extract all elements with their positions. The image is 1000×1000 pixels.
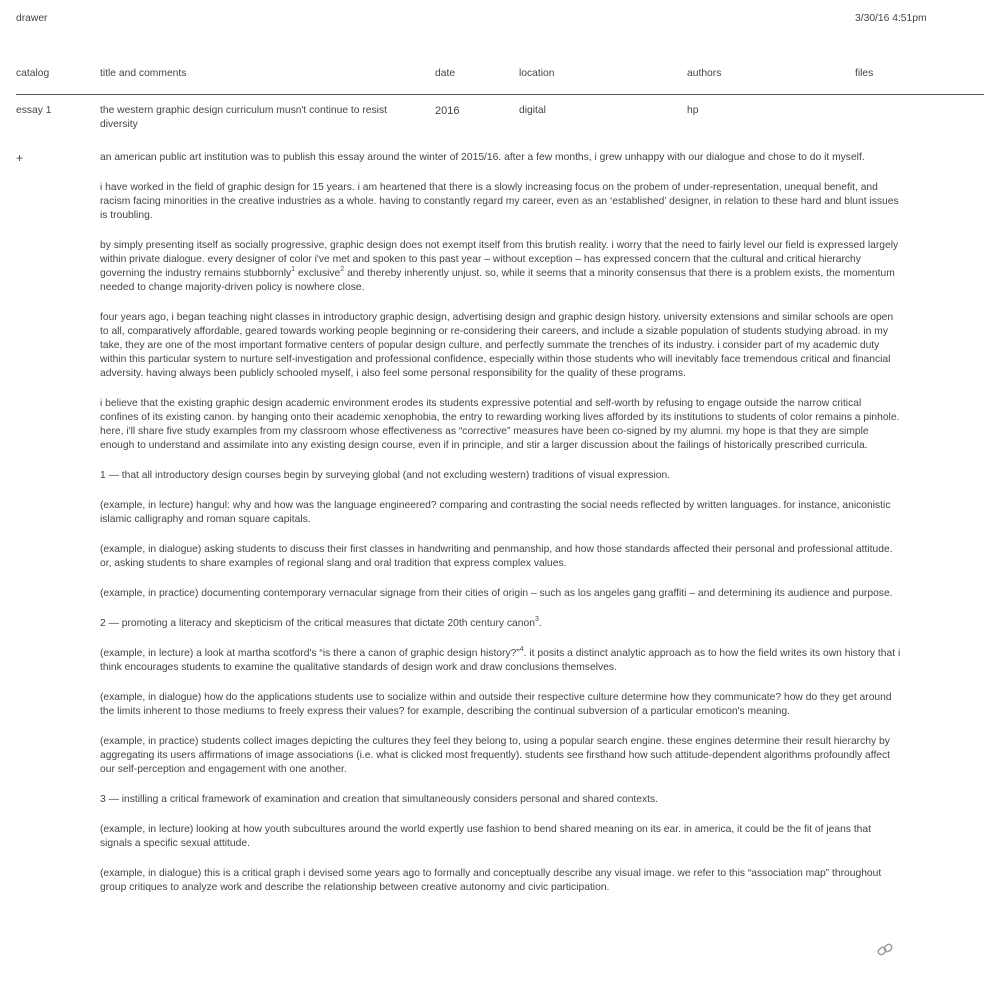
column-header-title[interactable]: title and comments <box>100 68 187 79</box>
section-heading: 1 — that all introductory design courses begin by surveying global (and not excluding western) traditions of visual expression. <box>100 470 671 481</box>
essay-intro: an american public art institution was to publish this essay around the winter of 2015/16. after a few months, i grew unhappy with our dialogue and chose to do it myself. <box>100 152 865 163</box>
example-paragraph: (example, in practice) documenting contemporary vernacular signage from their cities of origin – such as los angeles gang graffiti – and determining its audience and purpose. <box>100 588 893 599</box>
column-header-authors[interactable]: authors <box>687 68 722 79</box>
essay-paragraph <box>100 239 902 295</box>
essay-text: and thereby inherently unjust. so, while it seems that a minority consensus that there is a problem exists, the momentum needed to change majority-driven policy is nowhere close. <box>100 268 895 293</box>
section-heading: 3 — instilling a critical framework of examination and creation that simultaneously considers personal and shared contexts. <box>100 794 659 805</box>
site-title[interactable]: drawer <box>16 13 48 24</box>
essay-text: . it posits a distinct analytic approach as to how the field writes its own history that i think encourages students to examine the qualitative standards of design work and draw conclusions themselves. <box>100 648 901 673</box>
column-header-catalog[interactable]: catalog <box>16 68 50 79</box>
footnote-link[interactable]: 2 <box>340 266 345 273</box>
essay-paragraph: four years ago, i began teaching night classes in introductory graphic design, advertising design and graphic design history. university extensions and similar schools are open to all, comparatively affordable, geared towards working people beginning or re-considering their careers, and include a sizable population of students studying abroad. in my take, they are one of the most important formative centers of popular design culture, and perfectly summate the trenches of its industry. i consider part of my academic duty within this particular system to nurture self-investigation and professional confidence, especially within those students who will inevitably face tremendous critical and financial adversity. having always been publicly schooled myself, i also feel some personal responsibility for the quality of these programs. <box>100 312 894 379</box>
section-heading <box>100 617 902 631</box>
example-paragraph <box>100 647 902 675</box>
entry-date: 2016 <box>435 105 460 117</box>
example-paragraph: (example, in lecture) looking at how youth subcultures around the world expertly use fashion to bend shared meaning on its ear. in america, it could be the fit of jeans that signals a specific sexual attitude. <box>100 824 871 849</box>
essay-text: 2 — promoting a literacy and skepticism of the critical measures that dictate 20th century canon <box>100 618 535 629</box>
column-header-date[interactable]: date <box>435 68 456 79</box>
essay-text: . <box>538 618 542 629</box>
example-paragraph: (example, in lecture) hangul: why and how was the language engineered? comparing and contrasting the social needs reflected by written languages. for instance, aniconistic islamic calligraphy and roman square capitals. <box>100 500 891 525</box>
essay-paragraph: i have worked in the field of graphic design for 15 years. i am heartened that there is a slowly increasing focus on the probem of under-representation, unequal benefit, and racism facing minorities in the creative industries as a whole. having to constantly regard my career, even as an ‘established’ designer, in relation to these hard and blunt issues is troubling. <box>100 182 899 221</box>
timestamp: 3/30/16 4:51pm <box>855 13 927 24</box>
essay-body <box>100 151 902 895</box>
example-paragraph: (example, in dialogue) this is a critical graph i devised some years ago to formally and conceptually describe any visual image. we refer to this “association map” throughout group critiques to analyze work and describe the relationship between creative autonomy and civic participation. <box>100 868 882 893</box>
expand-button[interactable]: + <box>16 151 24 165</box>
entry-title[interactable]: the western graphic design curriculum musn't continue to resist diversity <box>100 105 387 130</box>
footnote-link[interactable]: 1 <box>291 266 296 273</box>
footnote-link[interactable]: 4 <box>519 646 524 653</box>
entry-location: digital <box>519 105 546 116</box>
link-icon[interactable] <box>876 941 894 959</box>
column-header-files[interactable]: files <box>855 68 874 79</box>
example-paragraph: (example, in dialogue) how do the applications students use to socialize within and outside their respective culture determine how they communicate? how do they get around the limits inherent to those mediums to freely express their values? for example, describing the continual subversion of a particular emoticon's meaning. <box>100 692 892 717</box>
entry-catalog[interactable]: essay 1 <box>16 105 52 116</box>
essay-text: by simply presenting itself as socially progressive, graphic design does not exempt itself from this brutish reality. i worry that the need to fairly level our field is expressed largely within private dialogue. every designer of color i've met and spoken to this past year – without exception – has expressed concern that the cultural and critical hierarchy governing the industry remains stubbornly <box>100 240 899 279</box>
entry-authors: hp <box>687 105 699 116</box>
example-paragraph: (example, in practice) students collect images depicting the cultures they feel they belong to, using a popular search engine. these engines determine their result hierarchy by aggregating its users affirmations of image associations (i.e. what is clicked most frequently). students see firsthand how such attitude-dependent algorithms profoundly affect our self-perception and engagement with one another. <box>100 736 891 775</box>
column-header-location[interactable]: location <box>519 68 555 79</box>
essay-paragraph: i believe that the existing graphic design academic environment erodes its students expressive potential and self-worth by refusing to engage outside the narrow critical confines of its existing canon. by hanging onto their academic xenophobia, the entry to rewarding working lives afforded by its institutions to students of color remains a pinhole. here, i'll share five study examples from my classroom whose effectiveness as “corrective” measures have been co-signed by my alumni. my hope is that they are simple enough to understand and assimilate into any existing design course, even if in principle, and stir a larger discussion about the failings of historically prescribed curricula. <box>100 398 900 451</box>
header-divider <box>16 94 984 95</box>
essay-text: exclusive <box>295 268 341 279</box>
essay-text: (example, in lecture) a look at martha scotford's “is there a canon of graphic design history?” <box>100 648 520 659</box>
footnote-link[interactable]: 3 <box>534 616 539 623</box>
example-paragraph: (example, in dialogue) asking students to discuss their first classes in handwriting and penmanship, and how those standards affected their personal and professional attitude. or, asking students to share examples of regional slang and oral tradition that express complex values. <box>100 544 893 569</box>
